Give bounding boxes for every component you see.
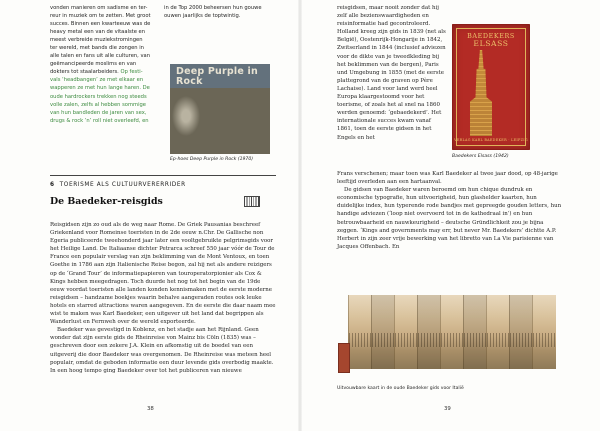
- book-footer: VERLAG KARL BAEDEKER · LEIPZIG: [454, 138, 528, 142]
- map-panel: [417, 295, 441, 369]
- intro-line: [50, 68, 160, 76]
- map-panel: [463, 295, 487, 369]
- map-caption: Uitvouwbare kaart in de oude Baedeker gids voor Italië: [337, 386, 464, 391]
- left-intro-column-2: [164, 4, 274, 20]
- body-paragraph: Frans verschenen; maar toen was Karl Baedeker al twee jaar dood, op 48-jarige leeftijd overleden aan een hartaanval.: [337, 171, 558, 186]
- left-intro-column: [50, 4, 160, 125]
- page-gutter: [298, 0, 302, 431]
- intro-line: heavy metal een van de vitaalste en: [50, 29, 146, 36]
- map-book-cover: [338, 343, 350, 373]
- intro-line: geëmancipeerde moslims en van: [50, 61, 137, 68]
- map-panel: [348, 295, 372, 369]
- section-number: 6: [50, 182, 55, 188]
- intro-line: meest verbreide muziekstromingen: [50, 37, 143, 44]
- right-body-text: [337, 170, 565, 251]
- intro-line: reur in muziek om te zetten. Met groot: [50, 13, 151, 20]
- page-number-right: 39: [444, 406, 451, 412]
- body-paragraph: De gidsen van Baedeker waren beroemd om hun chique dundruk en economische typografie, hun uitvoerigheid, hun glashelder kaarten, hun duidelijke index, hun typerende rode bandjes met gepreegde gouden letters, hun handige adviezen (‘loop niet overvoerd tot in de kathedraal in’) en hun betrouwbaarheid en nauwkeurigheid – deutsche Gründlichkeit zou je bijna zeggen. ‘Kings and governments may err, but never Mr. Baedekers’ dichtte A.P. Herbert in zijn zeer vrije bewerking van het libretto van La Vie parisienne van Jacques Offenbach. En: [337, 187, 562, 250]
- map-panel: [532, 295, 556, 369]
- section-label: TOERISME ALS CULTUURVERERRIDER: [59, 182, 186, 188]
- section-divider: [50, 175, 276, 176]
- page-number-left: 38: [147, 406, 154, 412]
- body-paragraph: reisgidsen, maar nooit zonder dat hij zelf alle bezienswaardigheden en reisinformatie had gecontroleerd. Holland kreeg zijn gids in 1839 (net als België), Oostenrijk-Hongarije in 1842, Zwitserland in 1844 (inclusief adviezen voor de dikte van je tweedkleding bij het beklimmen van de bergen), Paris und Umgebung in 1855 (met de eerste plattegrond van de graven op Père Lachaise). Land voor land werd heel Europa klaargestoomd voor het toerisme, of zoals het al snel na 1860 werden genoemd: ‘gebaedekerd’. Het internationale succes kwam vanaf 1861, toen de eerste gidsen in het Engels en het: [337, 5, 446, 141]
- highlight-line: wapperen ze met hun lange haren. De: [50, 85, 150, 92]
- book-caption: Baedekers Elsass (1942): [452, 154, 509, 159]
- map-panel: [440, 295, 464, 369]
- album-cover-image: [170, 64, 270, 154]
- intro-line: vonden manieren om sadisme en ter-: [50, 5, 148, 11]
- body-paragraph: Reisgidsen zijn zo oud als de weg naar Rome. De Griek Pausanias beschreef Griekenland voor Romeinse toeristen in de 2de eeuw n.Chr. De Gallische non Egeria publiceerde tweehonderd jaar later een vooltgebruikte pelgrimsgids voor het Heilige Land. De Italiaanse dichter Petrarca schreef 550 jaar vóór de Tour de France een populair verslag van zijn beklimming van de Mont Ventoux, en toen Goethe in 1786 aan zijn Italienische Reise begon, zal hij net als andere reizigers op de ‘Grand Tour’ de informatiepapieren van touroperatorpionier als Cox & Kings hebben meegedragen. Toch duurde het nog tot het begin van de 19de eeuw voordat toeristen alle landen konden kennismaken met de eerste moderne reisgidsen – handzame boekjes waarin behalve aangeraden routes ook leuke hotels en starred attractions waren aangegeven. En de eerste die daar naam mee wist te maken was Karl Baedeker, een uitgever uit het land dat begrippen als Wanderlust en Fernweh over de wereld exporteerde.: [50, 222, 276, 326]
- book-title-line1: BAEDEKERS: [467, 32, 515, 40]
- intro-line-text: dokters tot staalarbeiders.: [50, 69, 119, 76]
- baedeker-book-photo: [452, 24, 530, 150]
- left-body-text: [50, 221, 276, 375]
- body-paragraph: Baedeker was gevestigd in Koblenz, en het stadje aan het Rijnland. Geen wonder dat zijn eerste gids de Rheinreise von Mainz bis Cöln (1835) was – geschreven door een zekere J.A. Klein en afkomstig uit de boedel van een uitgeverij die door Baedeker was overgenomen. De Rheinreise was meteen heel populair, omdat de geboden informatie een duur levende gids overbodig maakte. In een hoog tempo ging Baedeker over tot het publiceren van nieuwe: [50, 327, 274, 374]
- intro-line: alle talen en fans uit alle culturen, van: [50, 53, 151, 60]
- highlight-line: drugs & rock ’n’ roll niet overleefd, en: [50, 117, 149, 124]
- intro-line: succes. Binnen een kwarteeuw was de: [50, 21, 151, 28]
- highlight-line: van hun bandleden de jaren van sex,: [50, 109, 147, 116]
- right-top-column: [337, 4, 447, 142]
- map-panel: [371, 295, 395, 369]
- highlight-text: Op festi-: [120, 69, 143, 76]
- foldout-map-photo: [338, 295, 564, 377]
- intro-line: ouwen jaarlijks de toptwintig.: [164, 13, 241, 20]
- bookshelf-icon: [244, 196, 260, 207]
- book-title-line2: ELSASS: [473, 39, 509, 48]
- map-panel: [509, 295, 533, 369]
- highlight-line: oude hardrockers trekken nog steeds: [50, 93, 147, 100]
- intro-line: ter wereld, met bands die zongen in: [50, 45, 144, 52]
- map-panel: [394, 295, 418, 369]
- section-header: [50, 182, 186, 188]
- highlight-line: vals ‘headbangen’ ze met elkaar en: [50, 77, 144, 84]
- album-cover-title: Deep Purple in Rock: [176, 66, 258, 87]
- intro-line: in de Top 2000 beheersen hun gouwe: [164, 5, 262, 11]
- highlight-line: volle zalen, zelfs al hebben sommige: [50, 101, 146, 108]
- article-title: De Baedeker-reisgids: [50, 196, 163, 207]
- album-caption: Ep-hoes Deep Purple in Rock (1970): [170, 157, 254, 162]
- map-panel: [486, 295, 510, 369]
